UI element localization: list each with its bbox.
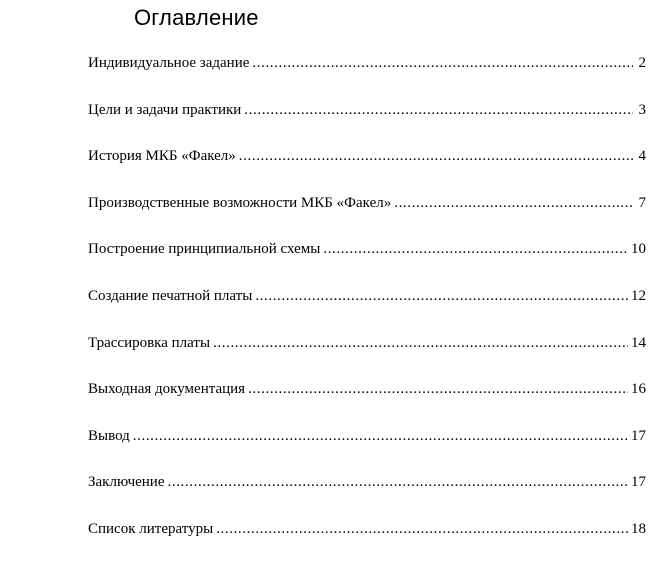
toc-title: Оглавление	[134, 5, 259, 30]
toc-entry-label: История МКБ «Факел»	[88, 148, 236, 165]
toc-entry-label: Список литературы	[88, 520, 214, 537]
dot-leader	[323, 239, 628, 259]
dot-leader	[133, 426, 628, 446]
toc-list	[88, 53, 646, 566]
dot-leader	[244, 100, 633, 120]
dot-leader	[394, 193, 633, 213]
toc-entry-label: Цели и задачи практики	[88, 101, 242, 118]
toc-entry-page-number: 12	[631, 287, 646, 304]
toc-entry-page-number: 3	[638, 101, 646, 118]
toc-entry-output-docs[interactable]	[88, 379, 646, 426]
toc-entry-individual-task[interactable]	[88, 53, 646, 100]
toc-entry-page-number: 2	[638, 55, 646, 71]
dot-leader	[255, 286, 628, 306]
toc-entry-conclusion-output[interactable]	[88, 426, 646, 473]
toc-entry-label: Построение принципиальной схемы	[88, 241, 321, 258]
toc-entry-page-number: 18	[631, 520, 646, 537]
dot-leader	[168, 472, 629, 492]
toc-entry-label: Создание печатной платы	[88, 287, 253, 304]
dot-leader	[239, 146, 633, 166]
toc-entry-page-number: 10	[631, 241, 646, 258]
toc-entry-page-number: 16	[631, 381, 646, 398]
toc-entry-label: Вывод	[88, 427, 130, 444]
toc-entry-pcb-creation[interactable]	[88, 286, 646, 333]
dot-leader	[213, 333, 628, 353]
toc-entry-page-number: 17	[631, 427, 646, 444]
toc-entry-routing[interactable]	[88, 333, 646, 380]
toc-entry-page-number: 14	[631, 334, 646, 351]
toc-entry-page-number: 7	[638, 194, 646, 211]
toc-entry-label: Индивидуальное задание	[88, 55, 250, 71]
toc-entry-references[interactable]	[88, 519, 646, 566]
toc-entry-label: Производственные возможности МКБ «Факел»	[88, 194, 392, 211]
toc-entry-history[interactable]	[88, 146, 646, 193]
dot-leader	[252, 53, 633, 73]
toc-entry-capabilities[interactable]	[88, 193, 646, 240]
toc-entry-label: Заключение	[88, 474, 165, 491]
toc-entry-label: Выходная документация	[88, 381, 246, 398]
toc-entry-schematic[interactable]	[88, 239, 646, 286]
dot-leader	[216, 519, 628, 539]
toc-entry-conclusion[interactable]	[88, 472, 646, 519]
toc-entry-goals[interactable]	[88, 100, 646, 147]
dot-leader	[248, 379, 628, 399]
toc-entry-page-number: 17	[631, 474, 646, 491]
toc-entry-label: Трассировка платы	[88, 334, 211, 351]
toc-entry-page-number: 4	[638, 148, 646, 165]
